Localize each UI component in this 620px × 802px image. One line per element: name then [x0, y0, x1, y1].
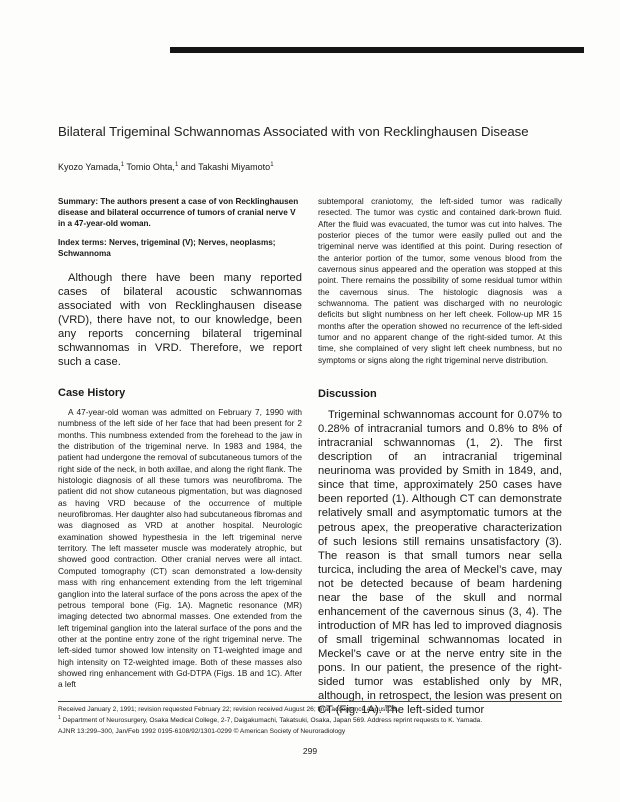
case-history-heading: Case History	[58, 387, 126, 399]
author-name: Tomio Ohta,	[126, 162, 175, 172]
discussion-text: Trigeminal schwannomas account for 0.07% to 0.28% of intracranial tumors and 0.8% to 8% of intracranial schwannomas (1, 2). The first description of an intracranial trigeminal neurinoma was provided by Smith in 1849, and, since that time, approximately 250 cases have been reported (1). Although CT can demonstrate relatively small and asymptomatic tumors at the petrous apex, the preoperative characterization of such lesions still remains unsatisfactory (3). The reason is that small tumors near sella turcica, including the area of Meckel’s cave, may not be detected because of beam hardening near the base of the skull and normal enhancement of the cavernous sinus (3, 4). The introduction of MR has led to improved diagnosis of small trigeminal schwannomas located in Meckel’s cave or at the nerve entry site in the pons. In our patient, the presence of the right-sided tumor was established only by MR, although, in retrospect, the lesion was present on CT (Fig. 1A). The left-sided tumor	[318, 409, 562, 717]
article-title: Bilateral Trigeminal Schwannomas Associated with von Recklinghausen Disease	[58, 124, 529, 139]
author-name: Kyozo Yamada,	[58, 162, 121, 172]
page-number: 299	[302, 746, 318, 756]
affiliation-mark: 1	[58, 715, 61, 721]
author-affiliation-mark: 1	[270, 162, 274, 168]
journal-citation: AJNR 13:299–300, Jan/Feb 1992 0195-6108/92/1301-0299 © American Society of Neuroradiology	[58, 728, 346, 735]
affiliation-footnote	[58, 714, 482, 725]
summary-abstract: Summary: The authors present a case of von Recklinghausen disease and bilateral occurrence of tumors of cranial nerve V in a 47-year-old woman.	[58, 197, 299, 228]
affiliation-text: Department of Neurosurgery, Osaka Medical College, 2-7, Daigakumachi, Takatsuki, Osaka, Japan 569. Address reprint requests to K. Yamada.	[62, 717, 483, 725]
index-terms: Index terms: Nerves, trigeminal (V); Nerves, neoplasms; Schwannoma	[58, 238, 276, 258]
author-name: and Takashi Miyamoto	[180, 162, 271, 172]
lead-paragraph: Although there have been many reported cases of bilateral acoustic schwannomas associated with von Recklinghausen disease (VRD), there have not, to our knowledge, been any reports concerning bilateral trigeminal schwannomas in VRD. Therefore, we report such a case.	[58, 272, 302, 368]
author-line	[58, 162, 558, 172]
left-column	[58, 196, 302, 691]
author-affiliation-mark: 1	[174, 162, 179, 168]
author-affiliation-mark: 1	[120, 162, 125, 168]
received-footnote: Received January 2, 1991; revision requested February 22; revision received August 26; final acceptance August 28.	[58, 706, 399, 713]
discussion-heading: Discussion	[318, 388, 377, 401]
case-history-continued: subtemporal craniotomy, the left-sided tumor was radically resected. The tumor was cystic and contained dark-brown fluid. After the fluid was evacuated, the tumor was cut into halves. The posterior pieces of the tumor were easily pulled out and the trigeminal nerve was identified at this point. During resection of the anterior portion of the tumor, some venous blood from the cavernous sinus appeared and the operation was stopped at this point. There remains the possibility of some residual tumor within the cavernous sinus. The histologic diagnosis was a schwannoma. The patient was discharged with no neurologic deficits but slight numbness on her left cheek. Follow-up MR 15 months after the operation showed no recurrence of the left-sided tumor and no apparent change of the right-sided tumor. At this time, she complained of very slight left cheek numbness, but no symptoms or signs along the right trigeminal nerve distribution.	[318, 196, 562, 365]
footnote-divider	[58, 701, 562, 702]
case-history-text: A 47-year-old woman was admitted on February 7, 1990 with numbness of the left side of her face that had been present for 2 months. This numbness extended from the forehead to the jaw in the distribution of the trigeminal nerve. In 1983 and 1984, the patient had undergone the removal of subcutaneous tumors of the right side of the neck, in both axillae, and along the right flank. The histologic diagnosis of all these tumors was neurofibroma. The patient did not show cutaneous pigmentation, but was diagnosed as having VRD because of the occurrence of multiple neurofibromas. Her daughter also had subcutaneous fibromas and was diagnosed as VRD at another hospital. Neurologic examination showed hypesthesia in the left trigeminal nerve territory. The left masseter muscle was moderately atrophic, but showed good contraction. Other cranial nerves were all intact. Computed tomography (CT) scan demonstrated a low-density mass with ring enhancement extending from the left trigeminal ganglion into the lateral surface of the pons across the apex of the petrous temporal bone (Fig. 1A). Magnetic resonance (MR) imaging detected two abnormal masses. One extended from the left trigeminal ganglion into the lateral surface of the pons and the other at the pontine entry zone of the right trigeminal nerve. The left-sided tumor showed low intensity on T1-weighted image and high intensity on T2-weighted image. Both of these masses also showed ring enhancement with Gd-DTPA (Figs. 1B and 1C). After a left	[58, 407, 302, 690]
header-rule	[170, 47, 584, 53]
right-column	[318, 196, 562, 717]
